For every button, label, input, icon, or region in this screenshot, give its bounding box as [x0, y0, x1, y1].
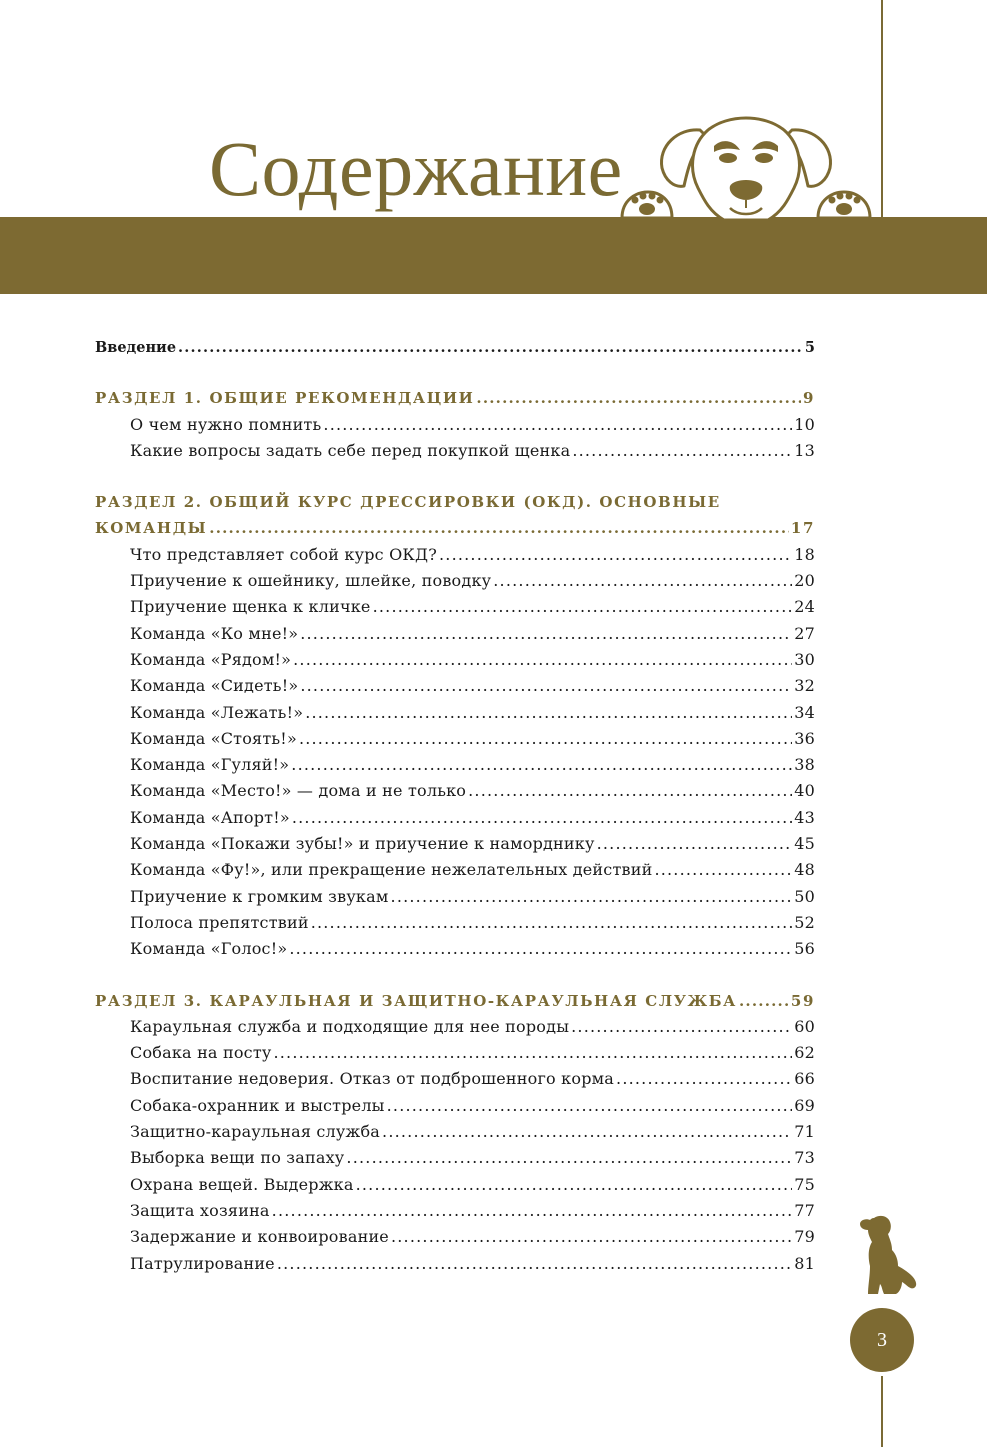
- table-of-contents: [95, 335, 815, 1277]
- toc-item[interactable]: Приучение к громким звукам ..... 50: [95, 884, 815, 910]
- toc-section-2[interactable]: [95, 515, 815, 541]
- toc-item[interactable]: Команда «Место!» — дома и не только ..... 40: [95, 778, 815, 804]
- toc-item[interactable]: О чем нужно помнить ..... 10: [95, 412, 815, 438]
- toc-item[interactable]: Команда «Покажи зубы!» и приучение к наморднику ..... 45: [95, 831, 815, 857]
- toc-intro-page: 5: [804, 339, 815, 356]
- toc-item[interactable]: Задержание и конвоирование ..... 79: [95, 1224, 815, 1250]
- page-number-badge: 3: [850, 1308, 914, 1372]
- toc-item[interactable]: Патрулирование ..... 81: [95, 1251, 815, 1277]
- toc-section-title: РАЗДЕЛ 3. КАРАУЛЬНАЯ И ЗАЩИТНО-КАРАУЛЬНАЯ СЛУЖБА: [95, 991, 737, 1010]
- toc-section-page: 9: [802, 389, 815, 408]
- toc-item[interactable]: Команда «Фу!», или прекращение нежелательных действий ..... 48: [95, 857, 815, 883]
- toc-section-title: КОМАНДЫ: [95, 519, 208, 538]
- toc-leader: [209, 515, 789, 541]
- toc-item[interactable]: Собака-охранник и выстрелы ..... 69: [95, 1093, 815, 1119]
- toc-item[interactable]: Защита хозяина ..... 77: [95, 1198, 815, 1224]
- toc-item[interactable]: Приучение к ошейнику, шлейке, поводку ..... 20: [95, 568, 815, 594]
- toc-section-title: РАЗДЕЛ 1. ОБЩИЕ РЕКОМЕНДАЦИИ: [95, 389, 475, 408]
- toc-section-1[interactable]: [95, 385, 815, 411]
- toc-section-3[interactable]: [95, 988, 815, 1014]
- toc-leader: [739, 988, 789, 1014]
- margin-rule-top: [881, 0, 883, 218]
- toc-item[interactable]: Команда «Голос!» ..... 56: [95, 936, 815, 962]
- toc-item[interactable]: Караульная служба и подходящие для нее породы ..... 60: [95, 1014, 815, 1040]
- toc-item[interactable]: Команда «Лежать!» ..... 34: [95, 700, 815, 726]
- toc-item[interactable]: Воспитание недоверия. Отказ от подброшенного корма ..... 66: [95, 1066, 815, 1092]
- sitting-dog-icon: [852, 1214, 920, 1296]
- margin-rule-bottom: [881, 1376, 883, 1447]
- toc-intro-title: Введение: [95, 339, 177, 356]
- toc-item[interactable]: Полоса препятствий ..... 52: [95, 910, 815, 936]
- toc-item[interactable]: Команда «Ко мне!» ..... 27: [95, 621, 815, 647]
- toc-item[interactable]: Команда «Апорт!» ..... 43: [95, 805, 815, 831]
- toc-leader: [178, 335, 803, 361]
- toc-item[interactable]: Выборка вещи по запаху ..... 73: [95, 1145, 815, 1171]
- toc-item[interactable]: Команда «Стоять!» ..... 36: [95, 726, 815, 752]
- toc-item[interactable]: Защитно-караульная служба ..... 71: [95, 1119, 815, 1145]
- dog-head-icon: [618, 108, 874, 230]
- toc-item[interactable]: Команда «Сидеть!» ..... 32: [95, 673, 815, 699]
- toc-section-page: 59: [790, 991, 815, 1010]
- toc-section-page: 17: [790, 519, 815, 538]
- page-title: Содержание: [209, 125, 623, 212]
- toc-item[interactable]: Команда «Гуляй!» ..... 38: [95, 752, 815, 778]
- toc-leader: [476, 385, 801, 411]
- toc-intro[interactable]: [95, 335, 815, 361]
- toc-item[interactable]: Приучение щенка к кличке ..... 24: [95, 594, 815, 620]
- toc-item[interactable]: Какие вопросы задать себе перед покупкой щенка ..... 13: [95, 438, 815, 464]
- toc-item[interactable]: Собака на посту ..... 62: [95, 1040, 815, 1066]
- toc-item[interactable]: Команда «Рядом!» ..... 30: [95, 647, 815, 673]
- toc-section-2-title-line1[interactable]: РАЗДЕЛ 2. ОБЩИЙ КУРС ДРЕССИРОВКИ (ОКД). ОСНОВНЫЕ: [95, 493, 721, 512]
- toc-item[interactable]: Охрана вещей. Выдержка ..... 75: [95, 1172, 815, 1198]
- toc-item[interactable]: Что представляет собой курс ОКД? ..... 18: [95, 542, 815, 568]
